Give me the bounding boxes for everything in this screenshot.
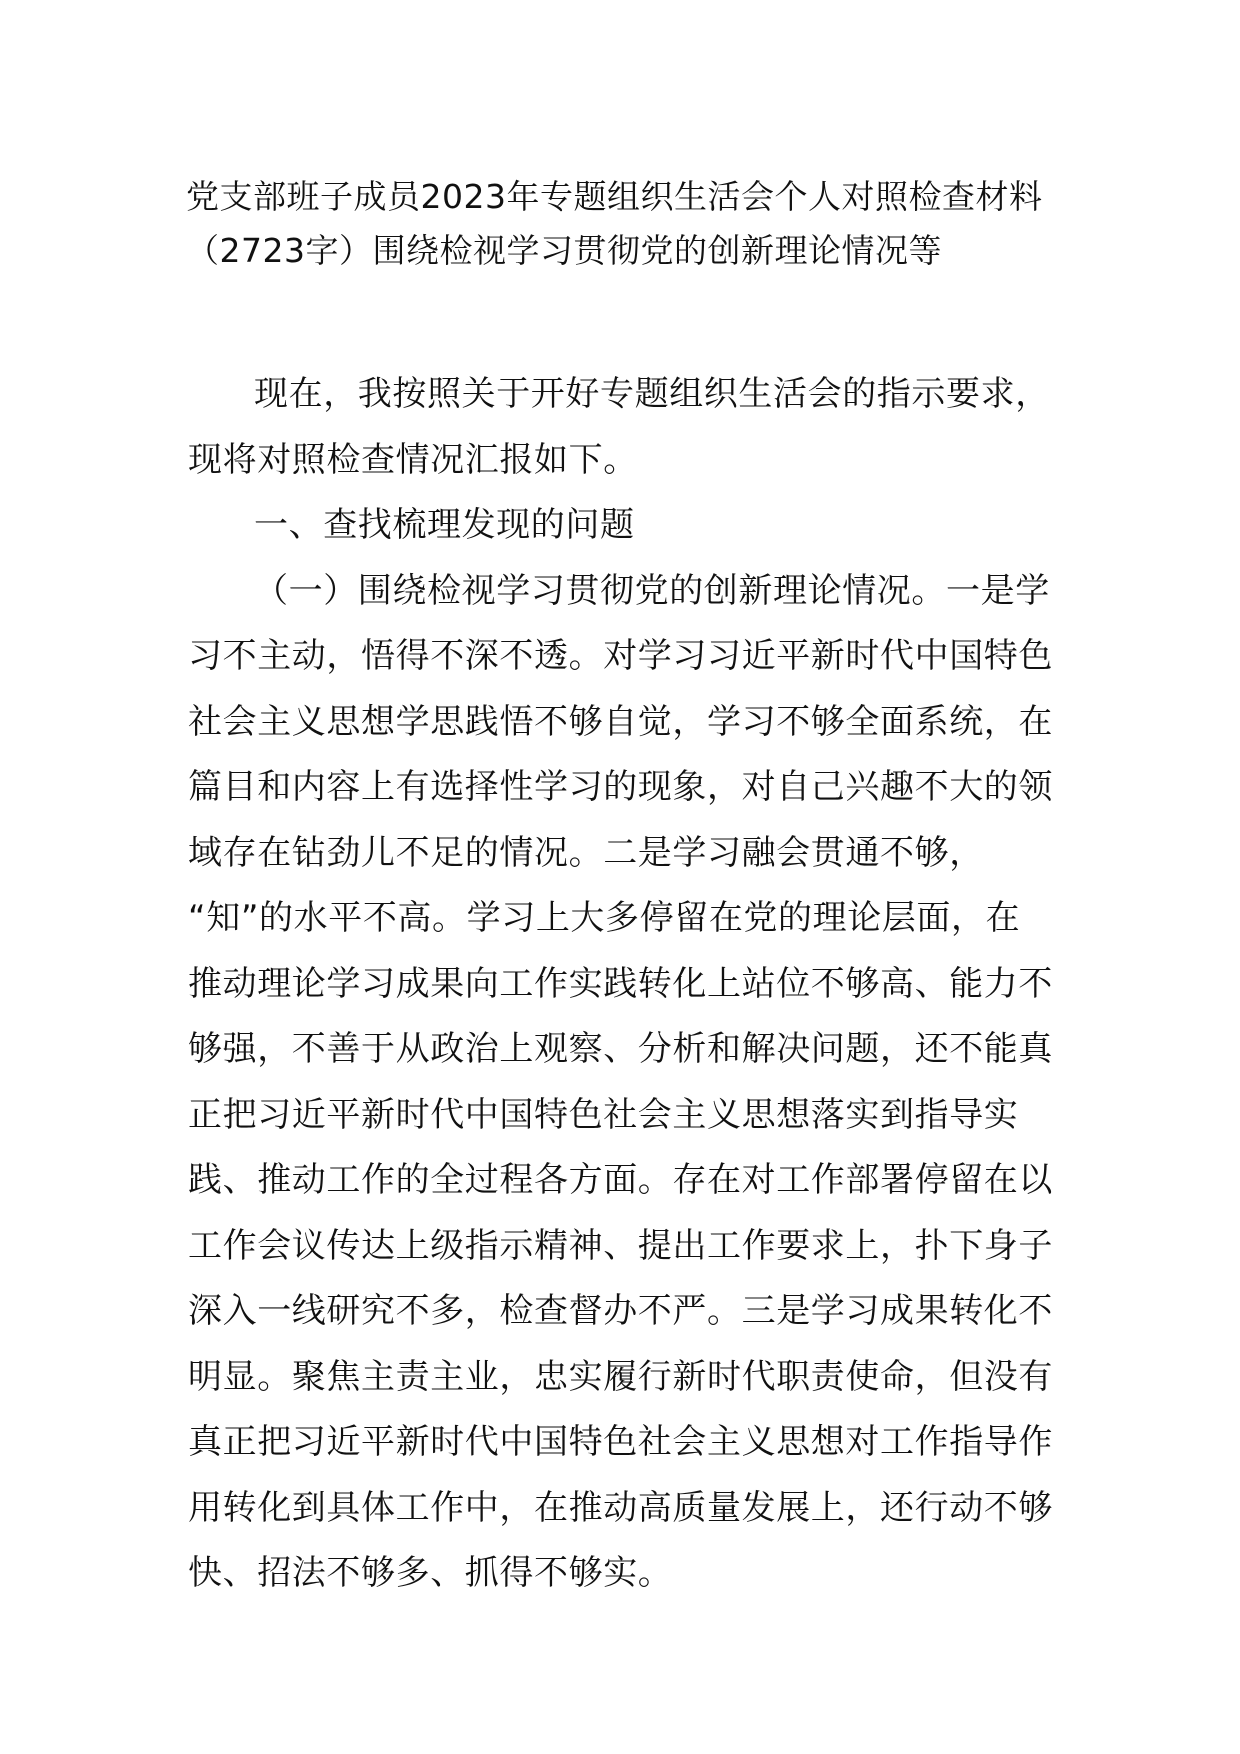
- paragraph-line: 明显。聚焦主责主业，忠实履行新时代职责使命，但没有: [188, 1356, 1053, 1397]
- paragraph-line: 践、推动工作的全过程各方面。存在对工作部署停留在以: [188, 1160, 1053, 1200]
- paragraph-line: 习不主动，悟得不深不透。对学习习近平新时代中国特色: [188, 636, 1053, 676]
- paragraph-line: 域存在钻劲儿不足的情况。二是学习融会贯通不够，: [188, 832, 984, 873]
- title-line-1: 党支部班子成员2023年专题组织生活会个人对照检查材料: [186, 177, 1043, 216]
- document-title: [186, 170, 1066, 278]
- paragraph-line: 推动理论学习成果向工作实践转化上站位不够高、能力不: [188, 963, 1053, 1004]
- intro-line: 现将对照检查情况汇报如下。: [188, 439, 638, 480]
- intro-paragraph: [188, 362, 1060, 493]
- paragraph-line: 社会主义思想学思践悟不够自觉，学习不够全面系统，在: [188, 701, 1053, 742]
- paragraph-line: 够强，不善于从政治上观察、分析和解决问题，还不能真: [188, 1029, 1053, 1069]
- paragraph-line: （一）围绕检视学习贯彻党的创新理论情况。一是学: [254, 570, 1050, 611]
- document-body: [188, 362, 1060, 1607]
- paragraph-line: 真正把习近平新时代中国特色社会主义思想对工作指导作: [188, 1422, 1053, 1462]
- paragraph-line: 篇目和内容上有选择性学习的现象，对自己兴趣不大的领: [188, 767, 1053, 807]
- paragraph-line: 工作会议传达上级指示精神、提出工作要求上，扑下身子: [188, 1225, 1053, 1266]
- section-heading: [188, 493, 1060, 559]
- paragraph-line: 深入一线研究不多，检查督办不严。三是学习成果转化不: [188, 1291, 1053, 1331]
- paragraph-line: 快、招法不够多、抓得不够实。: [188, 1553, 673, 1593]
- paragraph-line: “知”的水平不高。学习上大多停留在党的理论层面，在: [188, 898, 1021, 938]
- paragraph-line: 用转化到具体工作中，在推动高质量发展上，还行动不够: [188, 1487, 1053, 1528]
- section-heading-text: 一、查找梳理发现的问题: [254, 505, 635, 545]
- section-paragraph: [188, 559, 1060, 1607]
- title-line-2: （2723字）围绕检视学习贯彻党的创新理论情况等: [186, 231, 942, 270]
- paragraph-line: 正把习近平新时代中国特色社会主义思想落实到指导实: [188, 1094, 1019, 1135]
- intro-line: 现在，我按照关于开好专题组织生活会的指示要求，: [254, 374, 1050, 414]
